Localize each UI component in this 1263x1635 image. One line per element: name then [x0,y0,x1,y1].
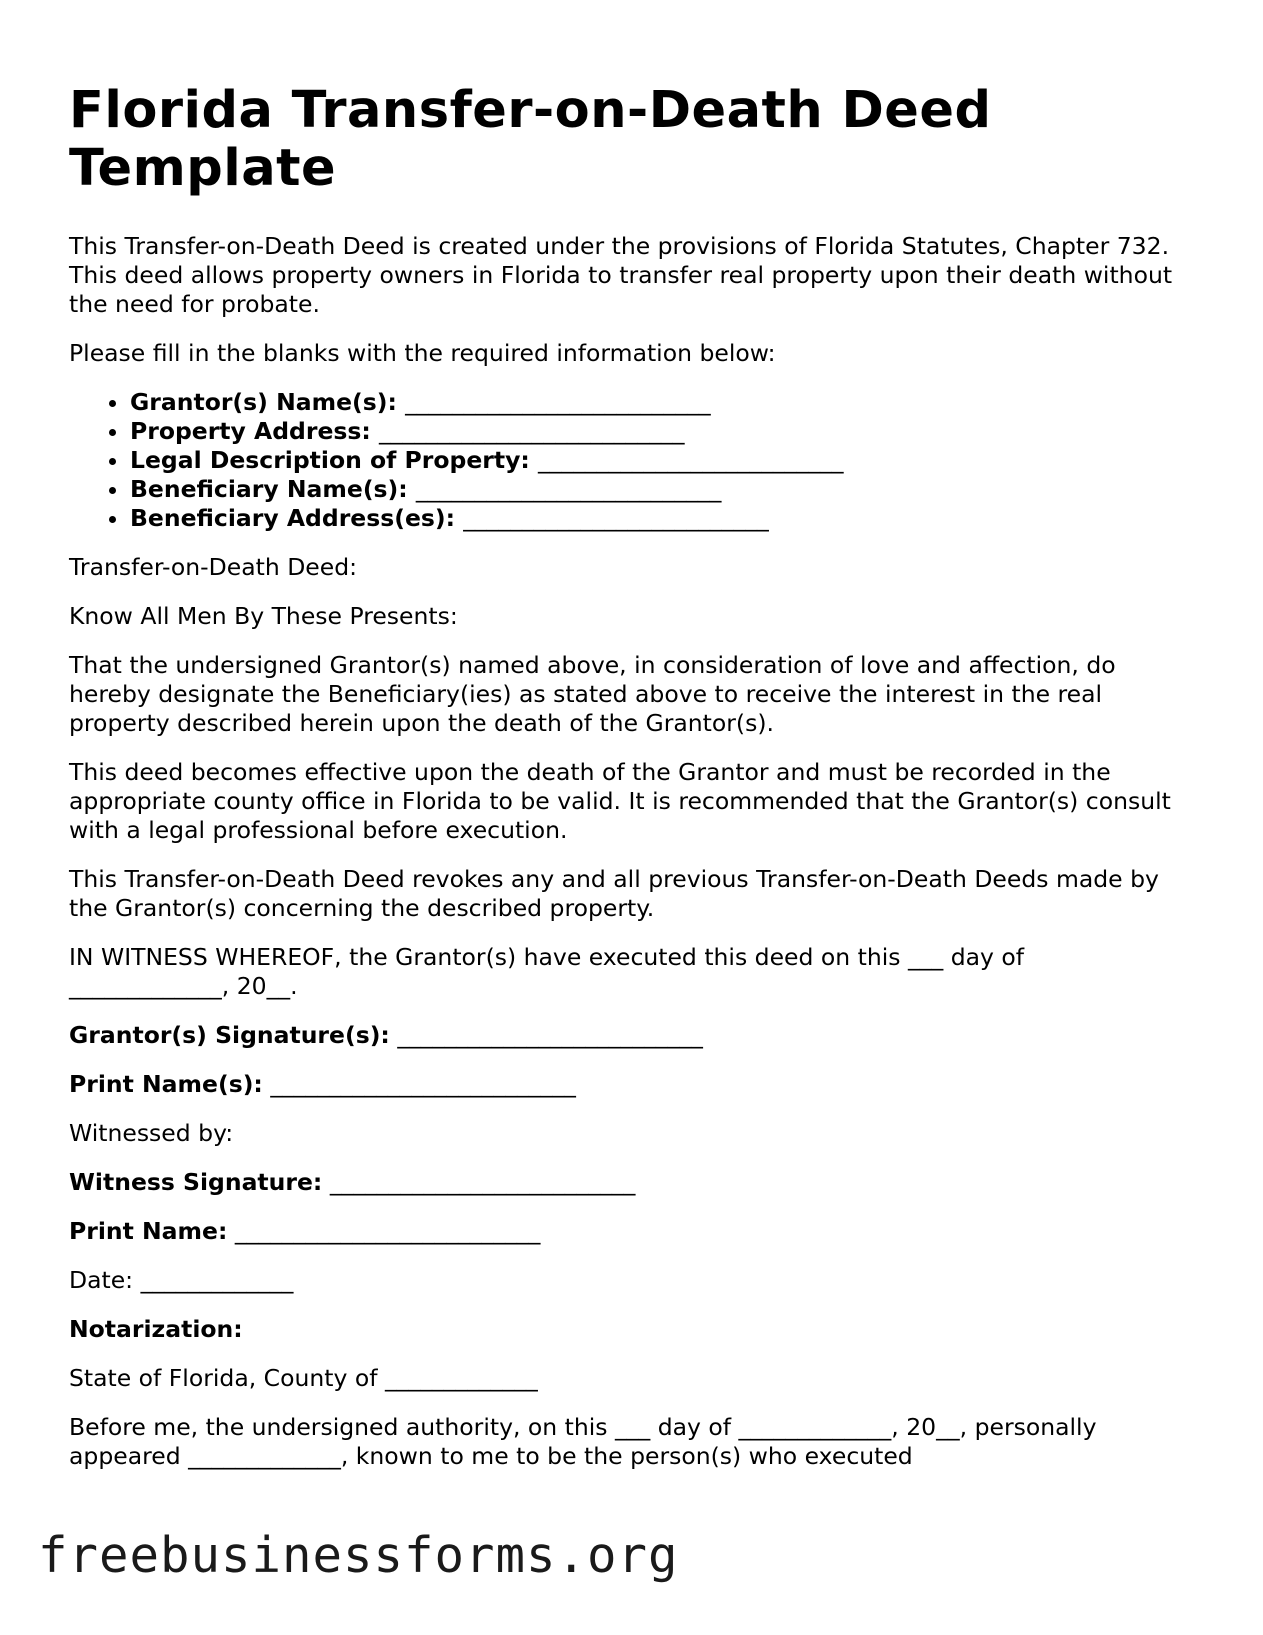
witness-signature-line [69,1168,1199,1197]
blank-line: __________________________ [234,1217,541,1245]
field-label: Legal Description of Property: [130,446,530,474]
grantor-signature-label: Grantor(s) Signature(s): [69,1021,390,1049]
field-property-address [130,417,1199,446]
blank-line: __________________________ [378,417,685,445]
grantor-signature-line [69,1021,1199,1050]
blank-line: _____________ [140,1266,294,1294]
field-label: Beneficiary Name(s): [130,475,408,503]
before-me-line-1: Before me, the undersigned authority, on this ___ day of _____________, 20__, personally [69,1413,1097,1441]
field-list [69,388,1199,533]
field-label: Grantor(s) Name(s): [130,388,397,416]
blank-line: __________________________ [538,446,844,474]
date-label: Date: [69,1266,134,1294]
field-grantor-names [130,388,1199,417]
before-me-line-2: appeared _____________, known to me to be the person(s) who executed [69,1442,913,1470]
intro-paragraph: This Transfer-on-Death Deed is created under the provisions of Florida Statutes, Chapter 732. This deed allows property owners in Florida to transfer real property upon their death without the need for probate. [69,232,1173,318]
consideration-paragraph: That the undersigned Grantor(s) named above, in consideration of love and affection, do hereby designate the Beneficiary(ies) as stated above to receive the interest in the real property described herein upon the death of the Grantor(s). [69,651,1116,737]
field-legal-description [130,446,1199,475]
state-county-line [69,1364,1199,1393]
know-all-men: Know All Men By These Presents: [69,602,458,630]
in-witness-line-1: IN WITNESS WHEREOF, the Grantor(s) have executed this deed on this ___ day of [69,943,1025,971]
page-title: Florida Transfer-on-Death Deed Template [69,81,992,198]
instruction-text: Please fill in the blanks with the required information below: [69,339,776,367]
field-label: Beneficiary Address(es): [130,504,456,532]
print-names-line [69,1070,1199,1099]
blank-line: __________________________ [397,1021,703,1049]
date-line [69,1266,1199,1295]
blank-line: __________________________ [270,1070,576,1098]
watermark: freebusinessforms.org [38,1527,679,1584]
witnessed-by: Witnessed by: [69,1119,234,1147]
blank-line: __________________________ [463,504,769,532]
deed-heading: Transfer-on-Death Deed: [69,553,358,581]
witness-signature-label: Witness Signature: [69,1168,323,1196]
blank-line: __________________________ [415,475,722,503]
in-witness-line-2: _____________, 20__. [69,972,298,1000]
field-label: Property Address: [130,417,371,445]
document-page [69,82,1199,1491]
in-witness-whereof [69,943,1199,1001]
effective-paragraph: This deed becomes effective upon the death of the Grantor and must be recorded in the appropriate county office in Florida to be valid. It is recommended that the Grantor(s) consult with a legal professional before execution. [69,758,1171,844]
print-name-line [69,1217,1199,1246]
revocation-paragraph: This Transfer-on-Death Deed revokes any and all previous Transfer-on-Death Deeds made by the Grantor(s) concerning the described property. [69,865,1159,922]
state-county-label: State of Florida, County of [69,1364,378,1392]
field-beneficiary-addresses [130,504,1199,533]
notarization-heading: Notarization: [69,1315,243,1343]
field-beneficiary-names [130,475,1199,504]
blank-line: _____________ [384,1364,538,1392]
blank-line: __________________________ [405,388,711,416]
before-me-paragraph [69,1413,1199,1471]
blank-line: __________________________ [329,1168,636,1196]
print-names-label: Print Name(s): [69,1070,263,1098]
print-name-label: Print Name: [69,1217,228,1245]
